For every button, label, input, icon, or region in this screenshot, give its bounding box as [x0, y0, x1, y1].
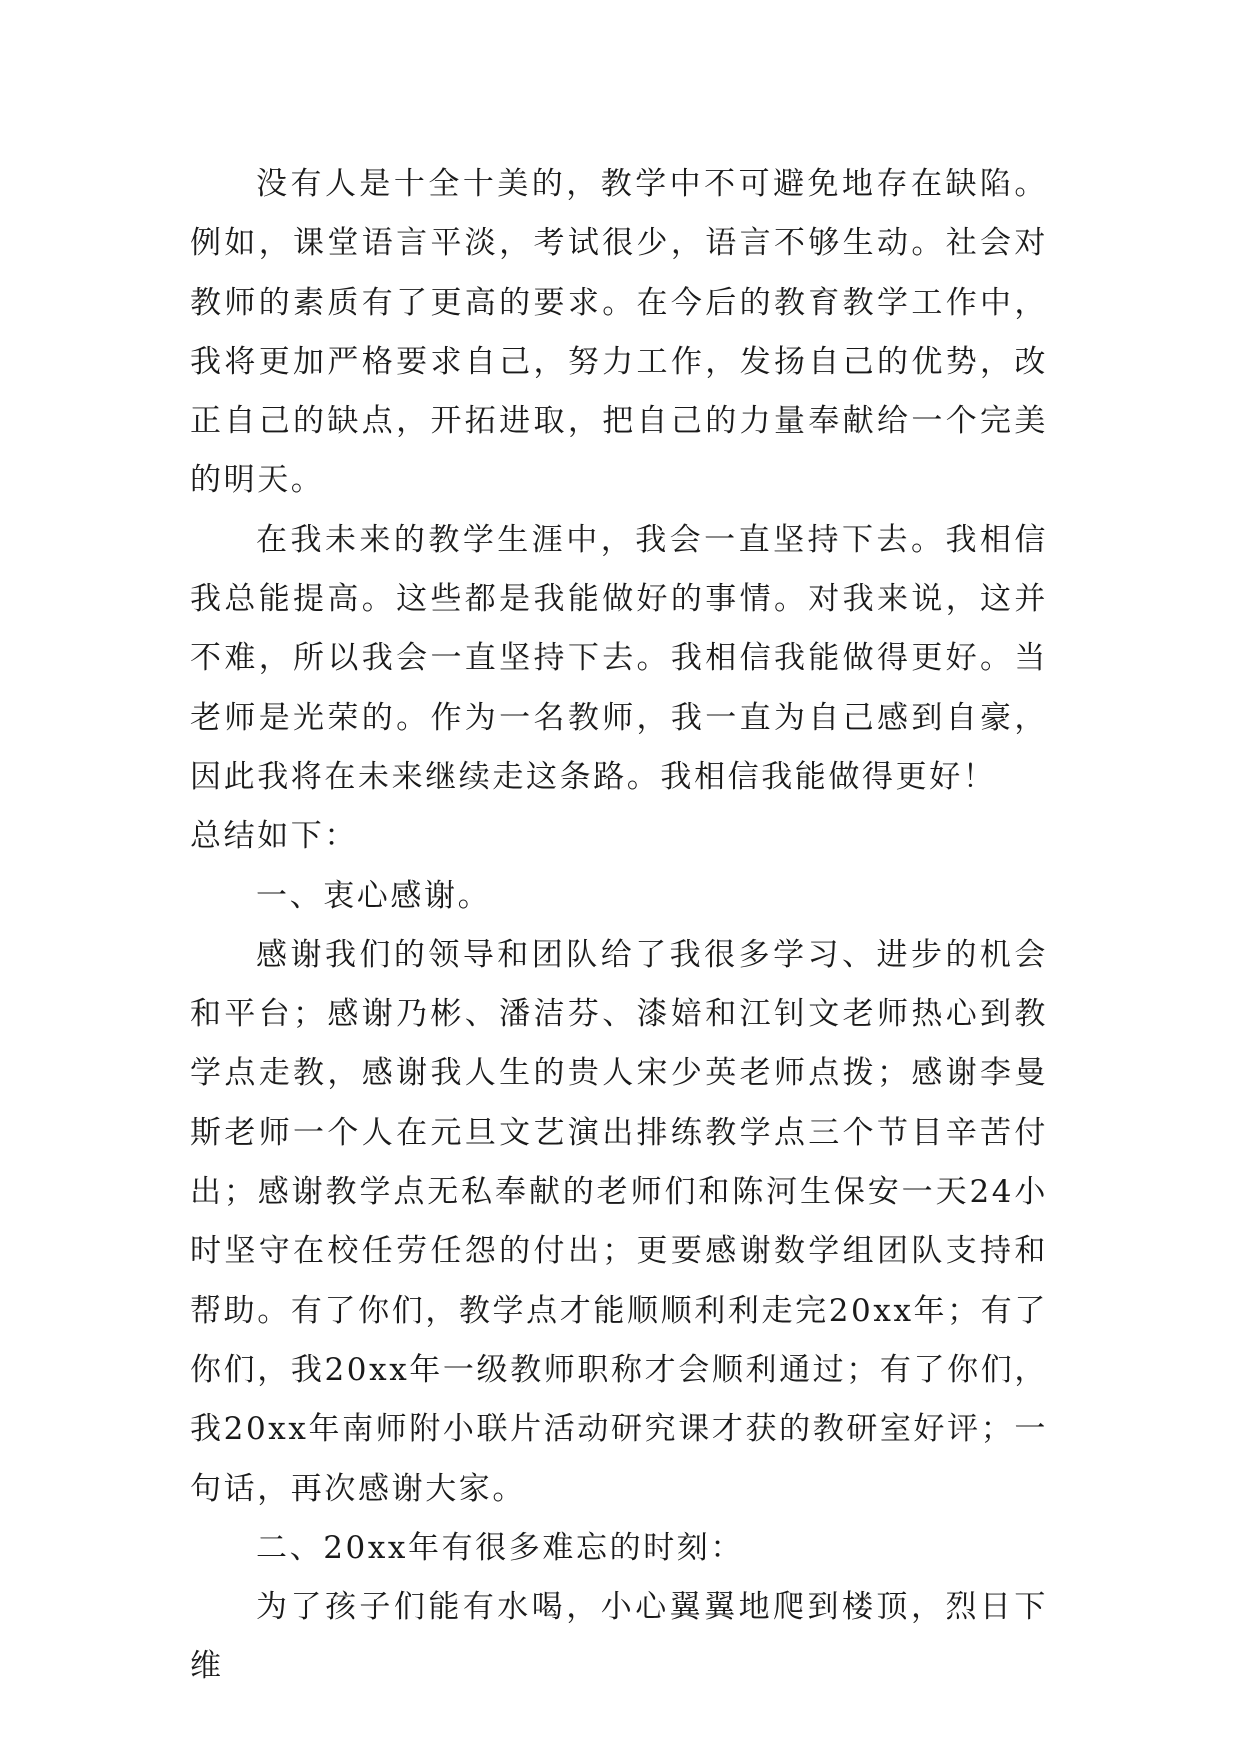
paragraph-memorable-moments: 为了孩子们能有水喝，小心翼翼地爬到楼顶，烈日下维 [190, 1589, 1048, 1685]
document-body [190, 155, 1048, 1697]
paragraph-shortcomings: 没有人是十全十美的，教学中不可避免地存在缺陷。例如，课堂语言平淡，考试很少，语言不够生动。社会对教师的素质有了更高的要求。在今后的教育教学工作中，我将更加严格要求自己，努力工作，发扬自己的优势，改正自己的缺点，开拓进取，把自己的力量奉献给一个完美的明天。 [190, 166, 1048, 499]
summary-heading: 总结如下： [190, 818, 358, 855]
section-heading-thanks: 一、衷心感谢。 [256, 877, 492, 914]
section-heading-memorable-moments: 二、20xx年有很多难忘的时刻： [256, 1529, 745, 1566]
paragraph-future-career: 在我未来的教学生涯中，我会一直坚持下去。我相信我总能提高。这些都是我能做好的事情。对我来说，这并不难，所以我会一直坚持下去。我相信我能做得更好。当老师是光荣的。作为一名教师，我一直为自己感到自豪，因此我将在未来继续走这条路。我相信我能做得更好！ [190, 521, 1048, 795]
paragraph-thanks: 感谢我们的领导和团队给了我很多学习、进步的机会和平台；感谢乃彬、潘洁芬、漆婄和江钊文老师热心到教学点走教，感谢我人生的贵人宋少英老师点拨；感谢李曼斯老师一个人在元旦文艺演出排练教学点三个节目辛苦付出；感谢教学点无私奉献的老师们和陈河生保安一天24小时坚守在校任劳任怨的付出；更要感谢数学组团队支持和帮助。有了你们，教学点才能顺顺利利走完20xx年；有了你们，我20xx年一级教师职称才会顺利通过；有了你们，我20xx年南师附小联片活动研究课才获的教研室好评；一句话，再次感谢大家。 [190, 936, 1049, 1507]
